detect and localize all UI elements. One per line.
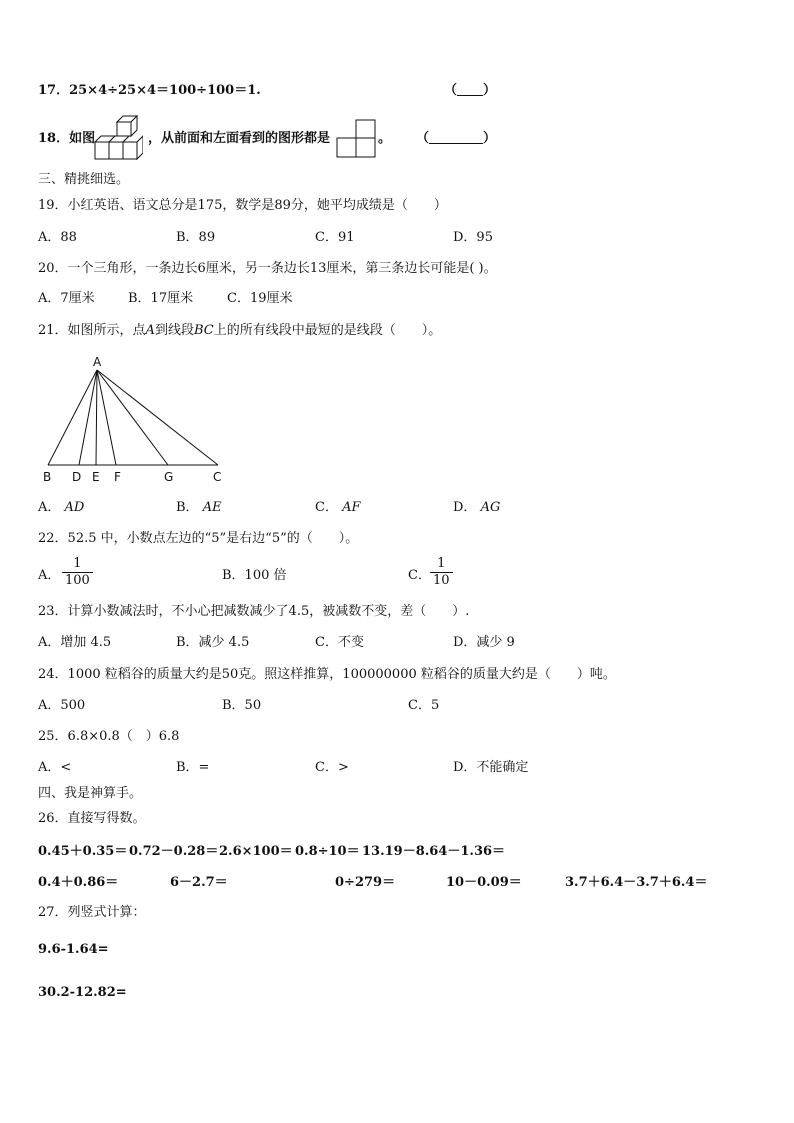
question-19-option-c[interactable]: C．91 xyxy=(315,230,355,245)
question-23-option-c[interactable]: C．不变 xyxy=(315,635,364,650)
question-21-option-a[interactable]: A． AD xyxy=(38,500,85,515)
question-22-option-b[interactable]: B．100 倍 xyxy=(222,568,287,583)
calc-item: 0÷279＝ xyxy=(335,875,396,890)
question-23-option-a[interactable]: A．增加 4.5 xyxy=(38,635,112,650)
question-18-prefix: 18．如图 xyxy=(38,131,96,146)
question-17-text: 17．25×4÷25×4＝100÷100＝1. xyxy=(38,83,261,98)
fraction-denominator: 10 xyxy=(433,573,450,588)
question-24-stem: 24．1000 粒稻谷的质量大约是50克。照这样推算，100000000 粒稻谷的质量大约是（ ）吨。 xyxy=(38,667,616,682)
question-22-option-c-letter[interactable]: C． xyxy=(408,568,431,583)
question-22-option-a-letter[interactable]: A． xyxy=(38,568,61,583)
calc-item: 2.6×100＝ xyxy=(219,844,293,859)
question-21-option-d[interactable]: D． AG xyxy=(453,500,501,515)
vertical-calc-item: 9.6-1.64= xyxy=(38,942,109,957)
section-3-heading: 三、精挑细选。 xyxy=(38,172,130,187)
question-24-option-c[interactable]: C．5 xyxy=(408,698,440,713)
point-e-label: E xyxy=(92,470,100,484)
fraction-denominator: 100 xyxy=(65,573,90,588)
question-25-option-b[interactable]: B．= xyxy=(176,760,210,775)
cube-stack-figure xyxy=(93,114,143,162)
calc-item: 3.7＋6.4－3.7＋6.4＝ xyxy=(565,875,708,890)
question-22-stem: 22．52.5 中，小数点左边的“5”是右边“5”的（ ）。 xyxy=(38,531,359,546)
segment-af xyxy=(97,370,116,465)
calc-item: 0.8÷10＝ xyxy=(295,844,360,859)
question-19-option-a[interactable]: A．88 xyxy=(38,230,77,245)
fraction-numerator: 1 xyxy=(62,556,93,573)
question-19-option-b[interactable]: B．89 xyxy=(176,230,216,245)
point-a-label: A xyxy=(145,323,155,338)
point-d-label: D xyxy=(72,470,82,484)
answer-blank[interactable] xyxy=(429,131,483,144)
calc-item: 13.19－8.64－1.36＝ xyxy=(362,844,506,859)
vertical-calc-item: 30.2-12.82= xyxy=(38,985,127,1000)
triangle-figure xyxy=(38,352,238,488)
point-f-label: F xyxy=(114,470,121,484)
question-19-option-d[interactable]: D．95 xyxy=(453,230,493,245)
question-18-suffix: 。 xyxy=(378,131,392,146)
question-25-stem: 25．6.8×0.8（ ）6.8 xyxy=(38,729,180,744)
question-23-option-b[interactable]: B．减少 4.5 xyxy=(176,635,250,650)
question-22-option-c-fraction[interactable] xyxy=(430,556,453,589)
question-17 xyxy=(38,82,261,100)
segment-ab xyxy=(48,370,97,465)
calc-item: 10－0.09＝ xyxy=(446,875,522,890)
question-20-stem: 20．一个三角形，一条边长6厘米，另一条边长13厘米，第三条边长可能是( )。 xyxy=(38,261,497,276)
question-21-option-c[interactable]: C． AF xyxy=(315,500,361,515)
question-22-option-a-fraction[interactable] xyxy=(62,556,93,589)
question-21-option-b[interactable]: B． AE xyxy=(176,500,222,515)
question-25-option-d[interactable]: D．不能确定 xyxy=(453,760,529,775)
question-20-option-a[interactable]: A．7厘米 xyxy=(38,291,95,306)
question-21-stem: 21．如图所示，点A到线段BC上的所有线段中最短的是线段（ ）。 xyxy=(38,323,442,338)
vertex-c-label: C xyxy=(213,470,222,484)
segment-bc-label: BC xyxy=(193,323,214,338)
point-g-label: G xyxy=(164,470,174,484)
question-18-middle: ，从前面和左面看到的图形都是 xyxy=(148,131,331,146)
question-24-option-a[interactable]: A．500 xyxy=(38,698,86,713)
question-24-option-b[interactable]: B．50 xyxy=(222,698,262,713)
question-23-option-d[interactable]: D．减少 9 xyxy=(453,635,515,650)
calc-item: 0.4＋0.86＝ xyxy=(38,875,119,890)
question-23-stem: 23．计算小数减法时，不小心把减数减少了4.5，被减数不变，差（ ）. xyxy=(38,604,470,619)
question-18 xyxy=(38,130,95,148)
question-20-option-c[interactable]: C．19厘米 xyxy=(227,291,293,306)
section-4-heading: 四、我是神算手。 xyxy=(38,786,143,801)
question-27-stem: 27．列竖式计算： xyxy=(38,905,146,920)
segment-ae xyxy=(96,370,97,465)
fraction-numerator: 1 xyxy=(430,556,453,573)
question-25-option-c[interactable]: C．> xyxy=(315,760,349,775)
question-17-answer-bracket: （ ） xyxy=(444,83,497,98)
calc-item: 6－2.7＝ xyxy=(170,875,228,890)
question-19-stem: 19．小红英语、语文总分是175，数学是89分，她平均成绩是（ ） xyxy=(38,198,447,213)
question-26-stem: 26．直接写得数。 xyxy=(38,811,146,826)
question-25-option-a[interactable]: A．< xyxy=(38,760,72,775)
question-18-answer-bracket: （ ） xyxy=(416,131,497,146)
vertex-b-label: B xyxy=(43,470,52,484)
vertex-a-label: A xyxy=(93,355,102,369)
calc-item: 0.72－0.28＝ xyxy=(129,844,219,859)
calc-item: 0.45＋0.35＝ xyxy=(38,844,128,859)
question-20-option-b[interactable]: B．17厘米 xyxy=(128,291,194,306)
answer-blank[interactable] xyxy=(457,83,483,96)
segment-ad xyxy=(79,370,97,465)
front-view-figure xyxy=(336,119,378,159)
